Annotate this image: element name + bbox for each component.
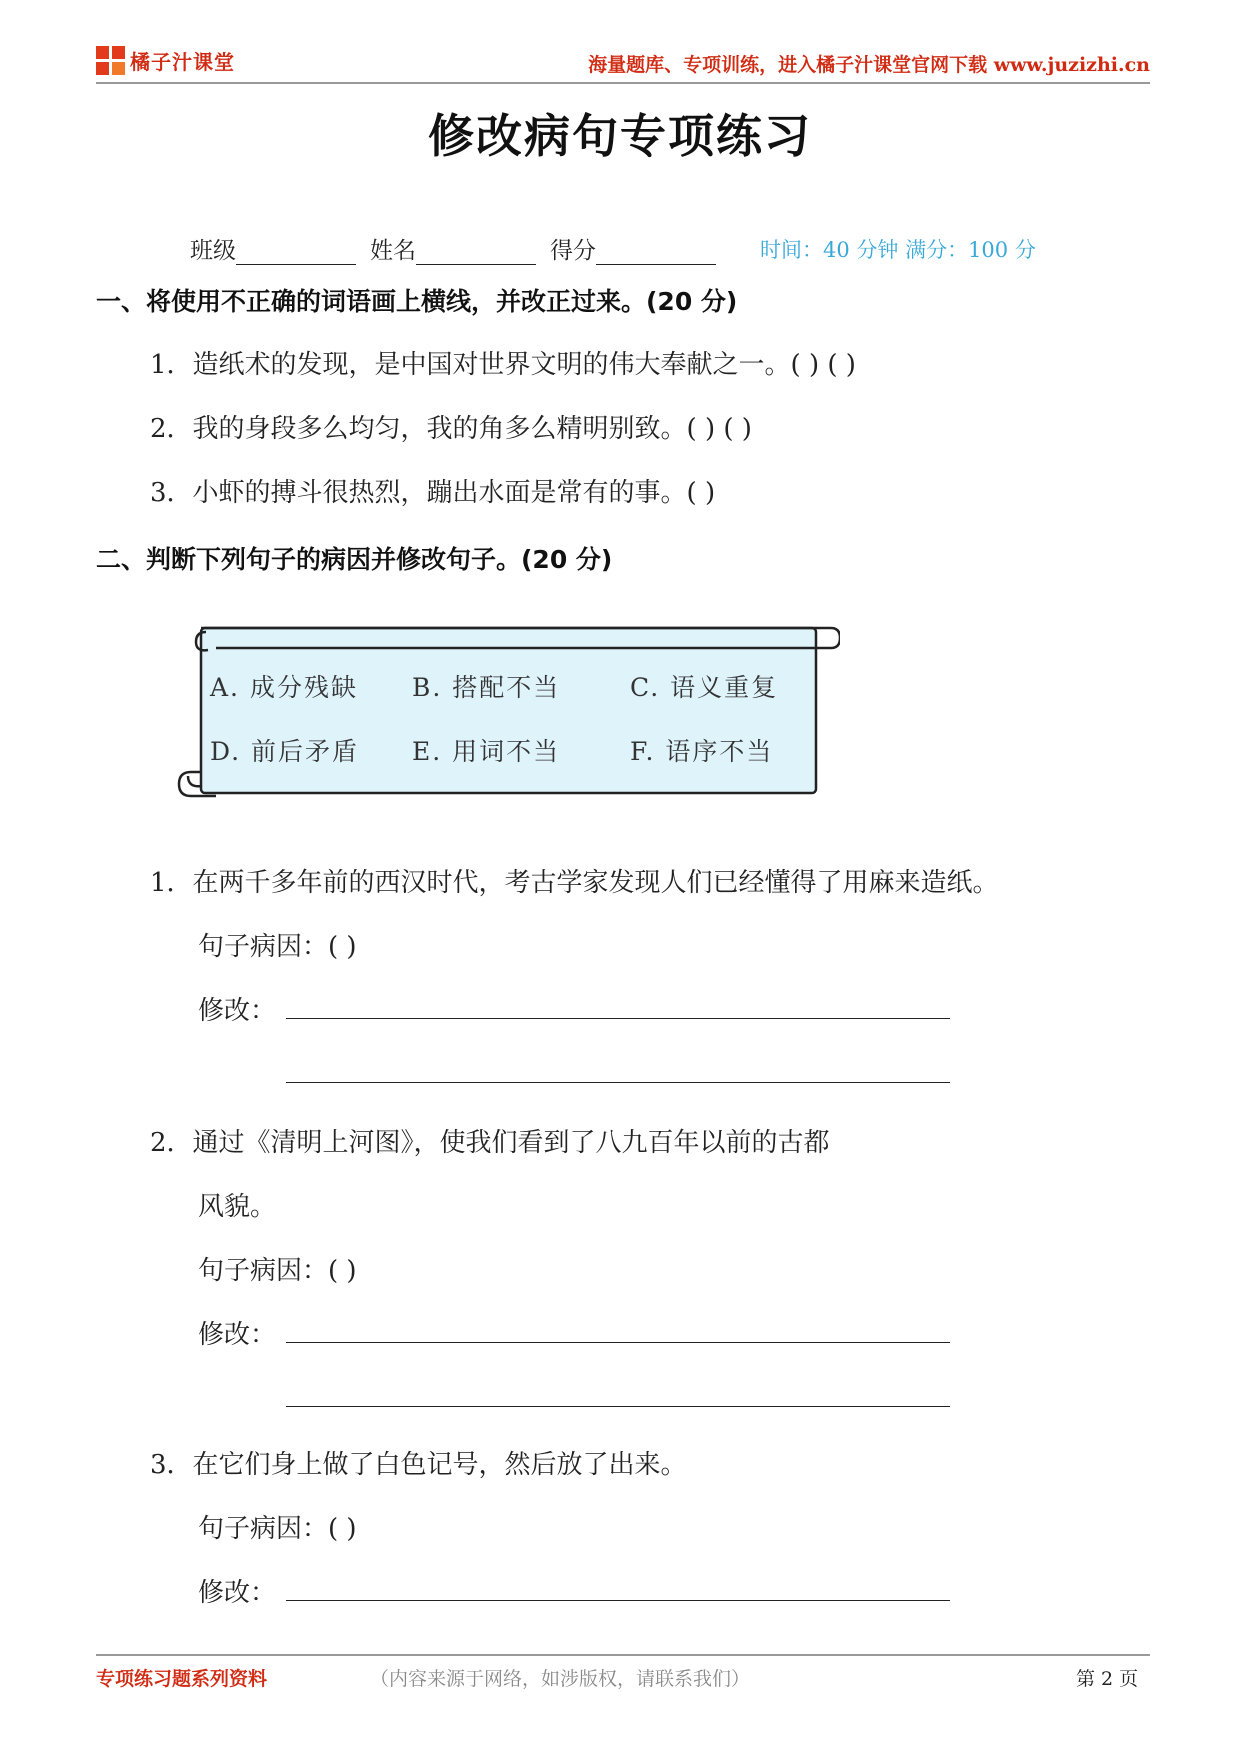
page-number: 第 2 页 (1076, 1668, 1139, 1690)
class-label: 班级 (190, 238, 236, 264)
name-blank[interactable] (416, 242, 536, 265)
option-b: B. 搭配不当 (412, 673, 561, 702)
section-2-heading: 二、判断下列句子的病因并修改句子。(20 分) (96, 545, 613, 574)
footer-divider (96, 1654, 1150, 1656)
page-title: 修改病句专项练习 (428, 109, 812, 163)
time-score-info: 时间：40 分钟 满分：100 分 (760, 238, 1036, 262)
option-a: A. 成分残缺 (210, 673, 358, 702)
question-2-2-continued: 风貌。 (198, 1192, 277, 1222)
question-1-2: 2．我的身段多么均匀，我的角多么精明别致。( ) ( ) (150, 414, 752, 444)
scroll-frame-icon (176, 620, 840, 800)
option-c: C. 语义重复 (630, 673, 779, 702)
footer-series: 专项练习题系列资料 (96, 1668, 268, 1690)
score-label: 得分 (550, 238, 596, 264)
option-f: F. 语序不当 (630, 737, 774, 766)
header-divider (96, 82, 1150, 84)
header-slogan: 海量题库、专项训练，进入橘子汁课堂官网下载 www.juzizhi.cn (588, 54, 1150, 76)
answer-line[interactable] (286, 1406, 950, 1407)
answer-line[interactable] (286, 1600, 950, 1601)
option-d: D. 前后矛盾 (210, 737, 360, 766)
footer-copyright: （内容来源于网络，如涉版权，请联系我们） (370, 1668, 751, 1690)
score-blank[interactable] (596, 242, 716, 265)
answer-line[interactable] (286, 1082, 950, 1083)
brand-name: 橘子汁课堂 (130, 50, 235, 74)
student-info (190, 232, 730, 265)
question-2-1: 1．在两千多年前的西汉时代，考古学家发现人们已经懂得了用麻来造纸。 (150, 868, 999, 898)
brand-logo-icon (96, 46, 126, 76)
reason-label-1: 句子病因：( ) (198, 932, 357, 962)
revise-label-1: 修改： (198, 996, 277, 1026)
question-2-3: 3．在它们身上做了白色记号，然后放了出来。 (150, 1450, 687, 1480)
reason-label-3: 句子病因：( ) (198, 1514, 357, 1544)
class-blank[interactable] (236, 242, 356, 265)
question-1-3: 3．小虾的搏斗很热烈，蹦出水面是常有的事。( ) (150, 478, 716, 508)
name-label: 姓名 (370, 238, 416, 264)
option-e: E. 用词不当 (412, 737, 561, 766)
revise-label-3: 修改： (198, 1578, 277, 1608)
section-1-heading: 一、将使用不正确的词语画上横线，并改正过来。(20 分) (96, 287, 738, 316)
options-scroll (176, 620, 840, 800)
question-1-1: 1．造纸术的发现，是中国对世界文明的伟大奉献之一。( ) ( ) (150, 350, 856, 380)
answer-line[interactable] (286, 1018, 950, 1019)
reason-label-2: 句子病因：( ) (198, 1256, 357, 1286)
revise-label-2: 修改： (198, 1320, 277, 1350)
question-2-2: 2．通过《清明上河图》，使我们看到了八九百年以前的古都 (150, 1128, 830, 1158)
answer-line[interactable] (286, 1342, 950, 1343)
